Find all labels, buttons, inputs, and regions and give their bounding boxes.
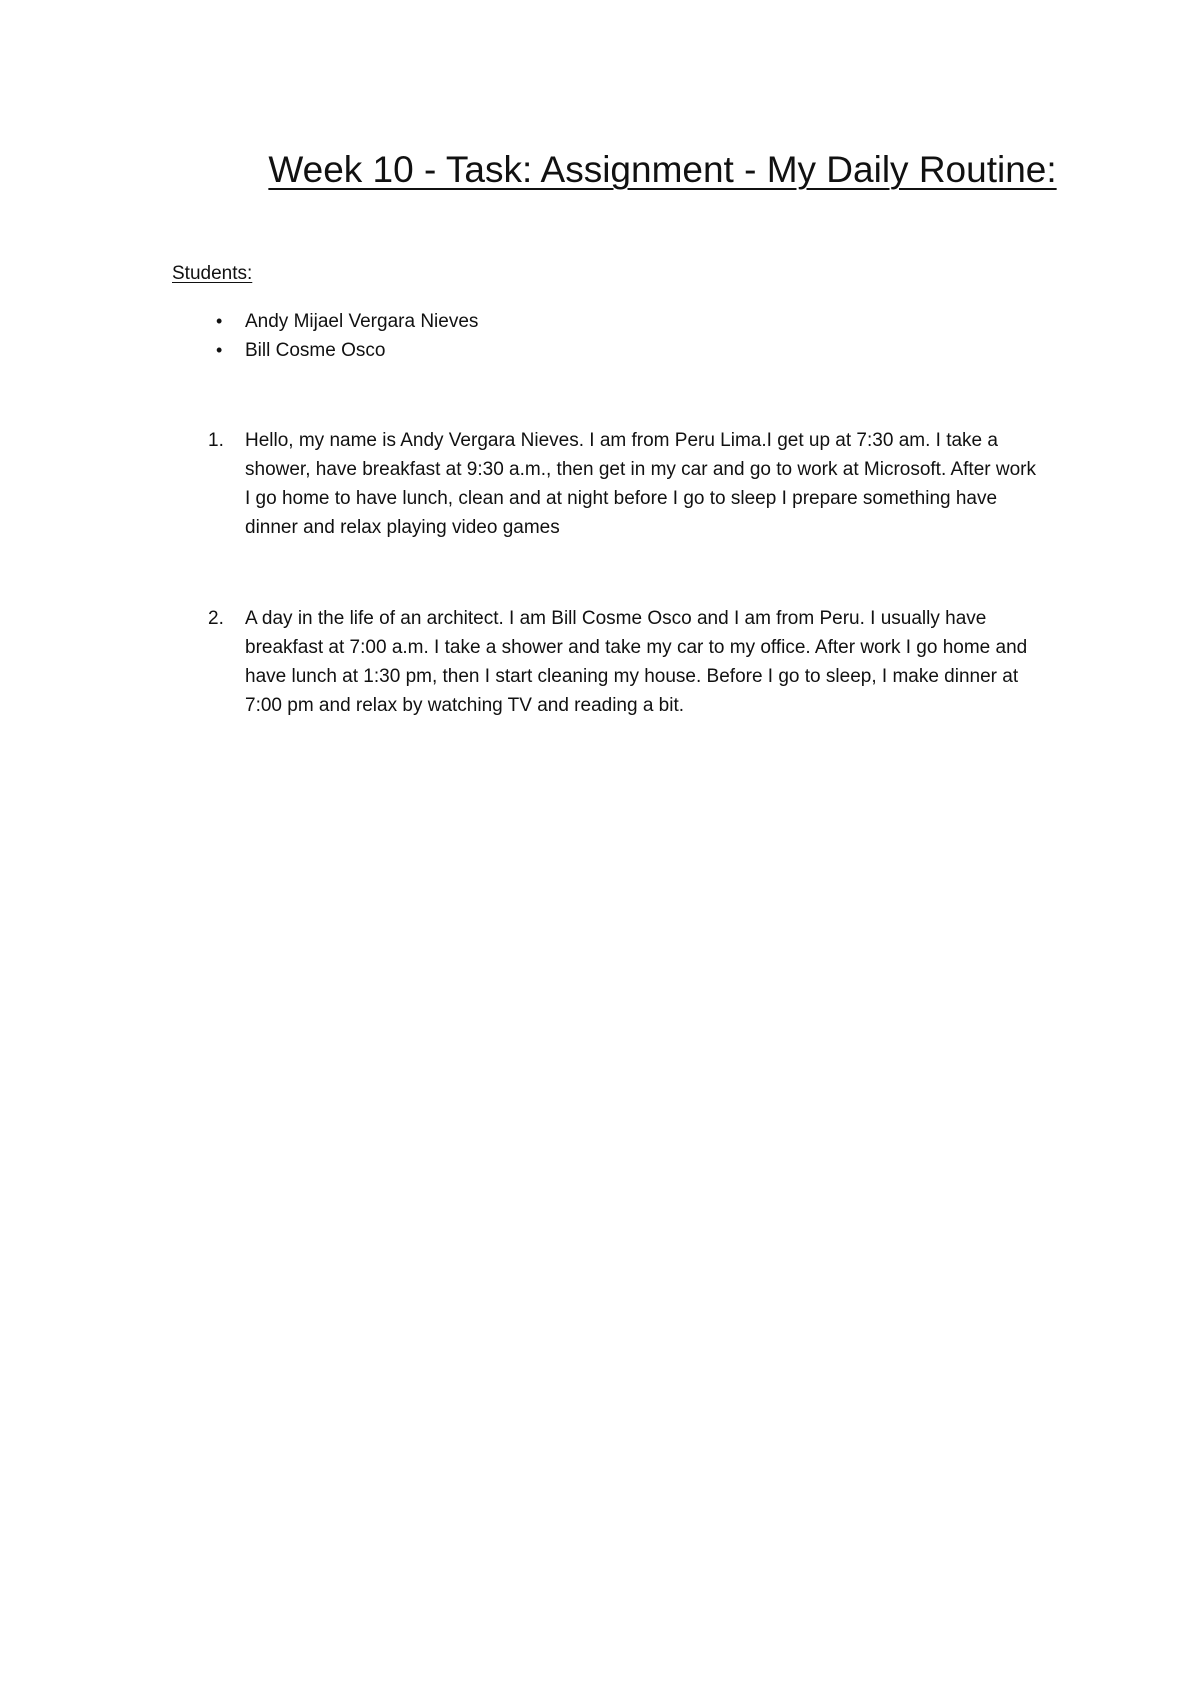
bullet-icon: •	[216, 340, 223, 360]
student-item	[172, 307, 478, 336]
bullet-icon: •	[216, 311, 223, 331]
routine-paragraph	[172, 426, 1045, 542]
student-item	[172, 336, 478, 365]
students-heading: Students:	[172, 263, 253, 284]
routine-paragraph-list	[172, 426, 1052, 720]
student-name: Andy Mijael Vergara Nieves	[245, 311, 479, 332]
paragraph-number: 1.	[208, 430, 224, 451]
paragraph-text: A day in the life of an architect. I am Bill Cosme Osco and I am from Peru. I usually have breakfast at 7:00 a.m. I take a shower and take my car to my office. After work I go home and have lunch at 1:30 pm, then I start cleaning my house. Before I go to sleep, I make dinner at 7:00 pm and relax by watching TV and reading a bit.	[245, 608, 1028, 716]
student-list	[172, 307, 478, 365]
paragraph-text: Hello, my name is Andy Vergara Nieves. I am from Peru Lima.I get up at 7:30 am. I take a shower, have breakfast at 9:30 a.m., then get in my car and go to work at Microsoft. After work I go home to have lunch, clean and at night before I go to sleep I prepare something have dinner and relax playing video games	[245, 430, 1036, 538]
routine-paragraph	[172, 604, 1045, 720]
paragraph-number: 2.	[208, 608, 224, 629]
page-title-text: Week 10 - Task: Assignment - My Daily Routine:	[268, 149, 1057, 190]
student-name: Bill Cosme Osco	[245, 340, 386, 361]
page-title	[0, 146, 1200, 194]
